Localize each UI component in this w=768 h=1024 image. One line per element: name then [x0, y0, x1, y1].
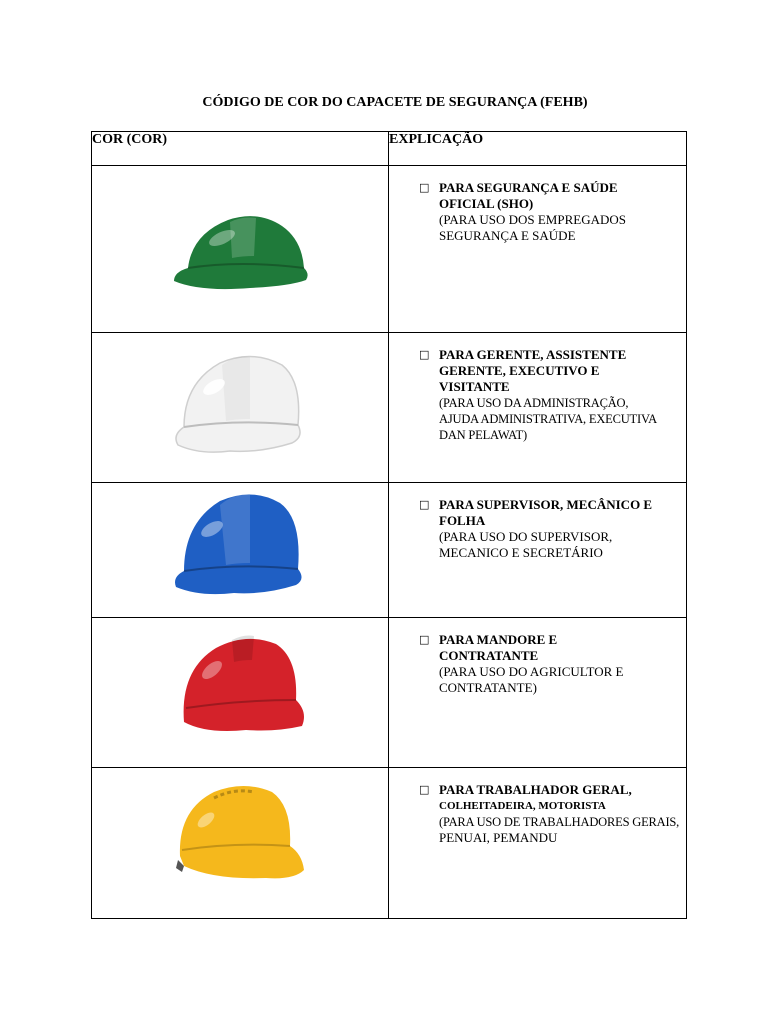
role-title-continued: CONTRATANTE — [439, 648, 539, 663]
helmet-image-cell — [92, 333, 389, 483]
role-title: PARA SUPERVISOR, MECÂNICO E — [439, 497, 653, 512]
checkbox-bullet-icon: □ — [419, 633, 430, 646]
usage-description: SEGURANÇA E SAÚDE — [439, 228, 576, 243]
usage-description: (PARA USO DE TRABALHADORES GERAIS, — [439, 815, 680, 829]
explanation-cell — [389, 768, 687, 919]
table-row — [92, 618, 687, 768]
table-row — [92, 768, 687, 919]
table-row — [92, 333, 687, 483]
table-header-row — [92, 132, 687, 166]
usage-description: CONTRATANTE) — [439, 680, 537, 695]
helmet-image-cell — [92, 768, 389, 919]
header-explanation: EXPLICAÇÃO — [389, 132, 687, 166]
explanation-cell — [389, 166, 687, 333]
table-row — [92, 483, 687, 618]
checkbox-bullet-icon: □ — [419, 783, 430, 796]
explanation-cell — [389, 618, 687, 768]
usage-description: DAN PELAWAT) — [439, 428, 527, 442]
white-helmet-icon — [170, 343, 310, 459]
helmet-image-cell — [92, 166, 389, 333]
explanation-cell — [389, 483, 687, 618]
role-title: PARA MANDORE E — [439, 632, 558, 647]
role-title: PARA SEGURANÇA E SAÚDE — [439, 180, 618, 195]
role-title-continued: FOLHA — [439, 513, 486, 528]
yellow-helmet-icon — [174, 780, 314, 890]
role-title-continued: GERENTE, EXECUTIVO E — [439, 363, 600, 378]
role-subtitle: COLHEITADEIRA, MOTORISTA — [439, 800, 606, 812]
usage-description: (PARA USO DOS EMPREGADOS — [439, 212, 626, 227]
green-helmet-icon — [170, 196, 310, 296]
explanation-cell — [389, 333, 687, 483]
helmet-image-cell — [92, 483, 389, 618]
blue-helmet-icon — [170, 485, 310, 601]
red-helmet-icon — [176, 630, 316, 742]
usage-description: (PARA USO DO SUPERVISOR, — [439, 529, 613, 544]
role-title-continued: VISITANTE — [439, 379, 510, 394]
usage-description: (PARA USO DO AGRICULTOR E — [439, 664, 624, 679]
helmet-color-table — [91, 131, 687, 919]
usage-description: PENUAI, PEMANDU — [439, 830, 558, 845]
table-row — [92, 166, 687, 333]
checkbox-bullet-icon: □ — [419, 181, 430, 194]
usage-description: (PARA USO DA ADMINISTRAÇÃO, — [439, 396, 629, 410]
role-title: PARA TRABALHADOR GERAL, — [439, 782, 632, 797]
usage-description: AJUDA ADMINISTRATIVA, EXECUTIVA — [439, 412, 658, 426]
role-title: PARA GERENTE, ASSISTENTE — [439, 347, 627, 362]
checkbox-bullet-icon: □ — [419, 498, 430, 511]
document-title: CÓDIGO DE COR DO CAPACETE DE SEGURANÇA (FEHB) — [202, 95, 588, 110]
role-title-continued: OFICIAL (SHO) — [439, 196, 534, 211]
checkbox-bullet-icon: □ — [419, 348, 430, 361]
helmet-image-cell — [92, 618, 389, 768]
usage-description: MECANICO E SECRETÁRIO — [439, 545, 603, 560]
header-color: COR (COR) — [92, 132, 389, 166]
